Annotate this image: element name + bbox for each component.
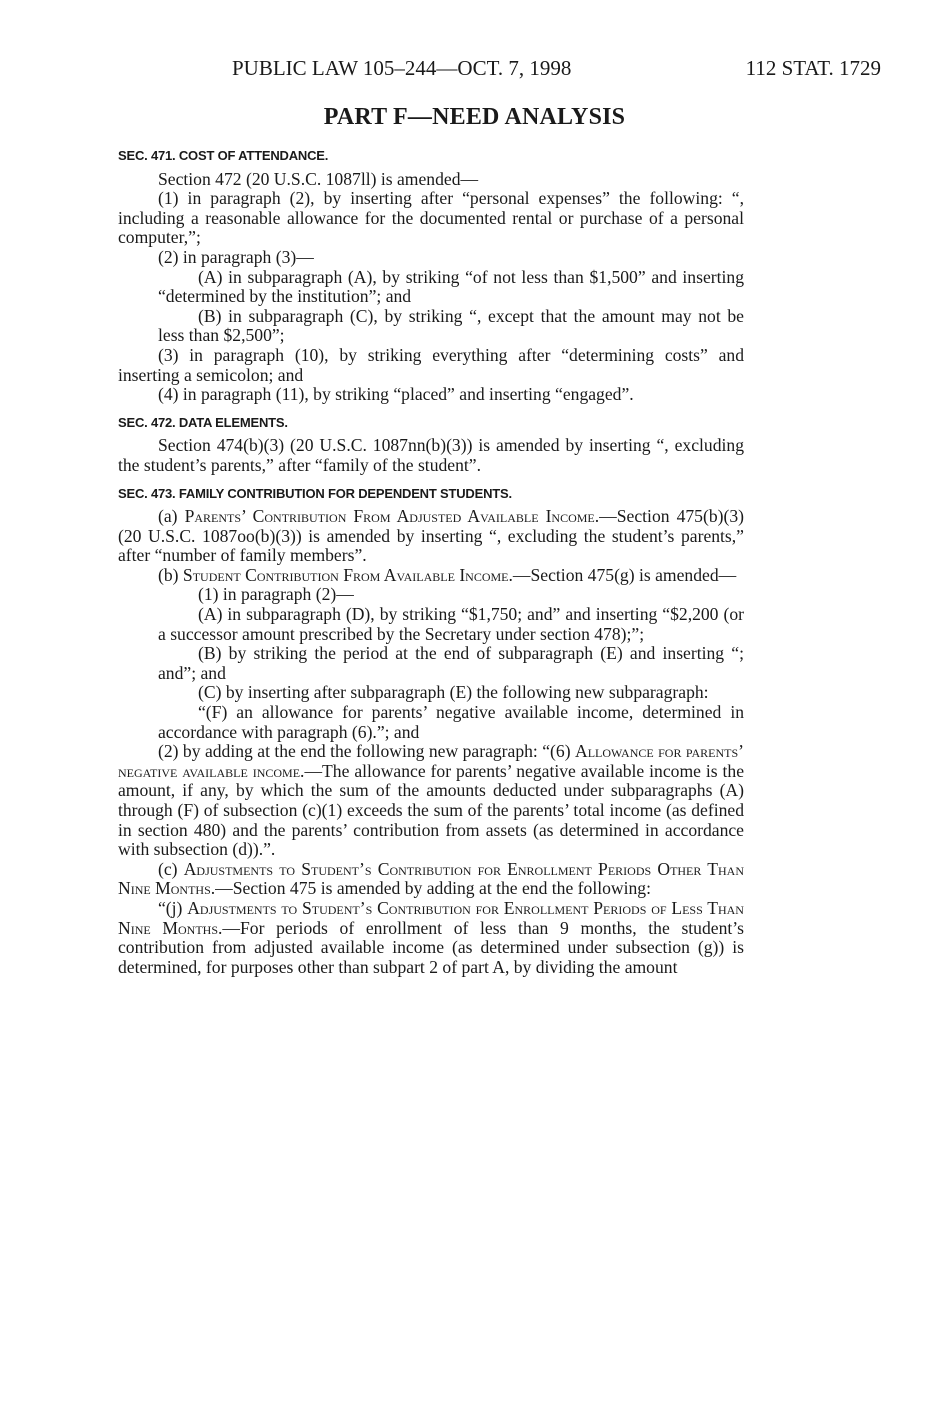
text: —For periods of enrollment of less than 9 months, the student’s contribution from adjusted available income (as determined under subsection (g)) is determined, for purposes other than subpart 2 of part A, by dividing the amount <box>118 917 744 977</box>
running-header <box>0 56 949 86</box>
label: “(j) <box>158 897 188 918</box>
label: (c) <box>158 858 184 879</box>
paragraph: (2) in paragraph (3)— <box>158 246 314 267</box>
paragraph <box>118 742 744 860</box>
section-heading-471: SEC. 471. COST OF ATTENDANCE. <box>118 148 329 163</box>
paragraph-j <box>118 899 744 977</box>
paragraph-c <box>118 860 744 899</box>
label: (b) <box>158 564 183 585</box>
subsection-title: Adjustments to Student’s Contribution for Enrollment Periods of Less Than Nine Months. <box>118 897 744 938</box>
subsection-title: Parents’ Contribution From Adjusted Available Income. <box>184 506 600 527</box>
header-page-number: 112 STAT. 1729 <box>745 56 881 80</box>
document-body <box>118 146 744 977</box>
text: (2) by adding at the end the following new paragraph: <box>158 741 538 762</box>
paragraph-b <box>118 566 744 586</box>
paragraph: Section 474(b)(3) (20 U.S.C. 1087nn(b)(3)) is amended by inserting “, excluding the student’s parents,” after “family of the student”. <box>118 435 744 475</box>
section-heading-472: SEC. 472. DATA ELEMENTS. <box>118 414 288 430</box>
quoted-subparagraph: “(F) an allowance for parents’ negative available income, determined in accordance with paragraph (6).”; and <box>158 702 744 742</box>
subparagraph: (B) in subparagraph (C), by striking “, except that the amount may not be less than $2,500”; <box>158 305 744 346</box>
part-title: PART F—NEED ANALYSIS <box>323 104 626 130</box>
paragraph-a <box>118 507 744 566</box>
paragraph: Section 472 (20 U.S.C. 1087ll) is amended— <box>158 168 479 189</box>
subparagraph: (C) by inserting after subparagraph (E) the following new subparagraph: <box>198 682 709 703</box>
section-heading-473: SEC. 473. FAMILY CONTRIBUTION FOR DEPENDENT STUDENTS. <box>118 485 512 501</box>
label: “(6) <box>542 741 575 762</box>
subparagraph: (A) in subparagraph (A), by striking “of not less than $1,500” and inserting “determined by the institution”; and <box>158 266 744 307</box>
header-citation: PUBLIC LAW 105–244—OCT. 7, 1998 <box>232 56 572 80</box>
text: —The allowance for parents’ negative available income is the amount, if any, by which the sum of the amounts deducted under subparagraphs (A) through (F) of subsection (c)(1) exceeds the sum of the parents’ total income (as defined in section 480) and the parents’ contribution from assets (as determined in accordance with subsection (d)).”. <box>118 760 744 860</box>
paragraph: (4) in paragraph (11), by striking “placed” and inserting “engaged”. <box>158 384 634 405</box>
subparagraph: (B) by striking the period at the end of subparagraph (E) and inserting “; and”; and <box>158 643 744 683</box>
subparagraph: (A) in subparagraph (D), by striking “$1,750; and” and inserting “$2,200 (or a successor amount prescribed by the Secretary under section 478);”; <box>158 604 744 644</box>
text: —Section 475(b)(3) (20 U.S.C. 1087oo(b)(3)) is amended by inserting “, excluding the student’s parents,” after “number of family members”. <box>118 506 745 566</box>
subsection-title: Student Contribution From Available Income. <box>182 564 513 585</box>
paragraph: (1) in paragraph (2), by inserting after “personal expenses” the following: “, including a reasonable allowance for the documented rental or purchase of a personal computer,”; <box>118 188 744 248</box>
paragraph: (1) in paragraph (2)— <box>198 584 354 605</box>
subsection-title: Adjustments to Student’s Contribution for Enrollment Periods Other Than Nine Months. <box>118 858 745 899</box>
label: (a) <box>158 506 185 527</box>
paragraph-title: Allowance for parents’ negative available income. <box>118 741 744 781</box>
text: —Section 475 is amended by adding at the end the following: <box>215 878 651 899</box>
text: —Section 475(g) is amended— <box>512 564 737 585</box>
paragraph: (3) in paragraph (10), by striking everything after “determining costs” and inserting a semicolon; and <box>118 344 744 385</box>
